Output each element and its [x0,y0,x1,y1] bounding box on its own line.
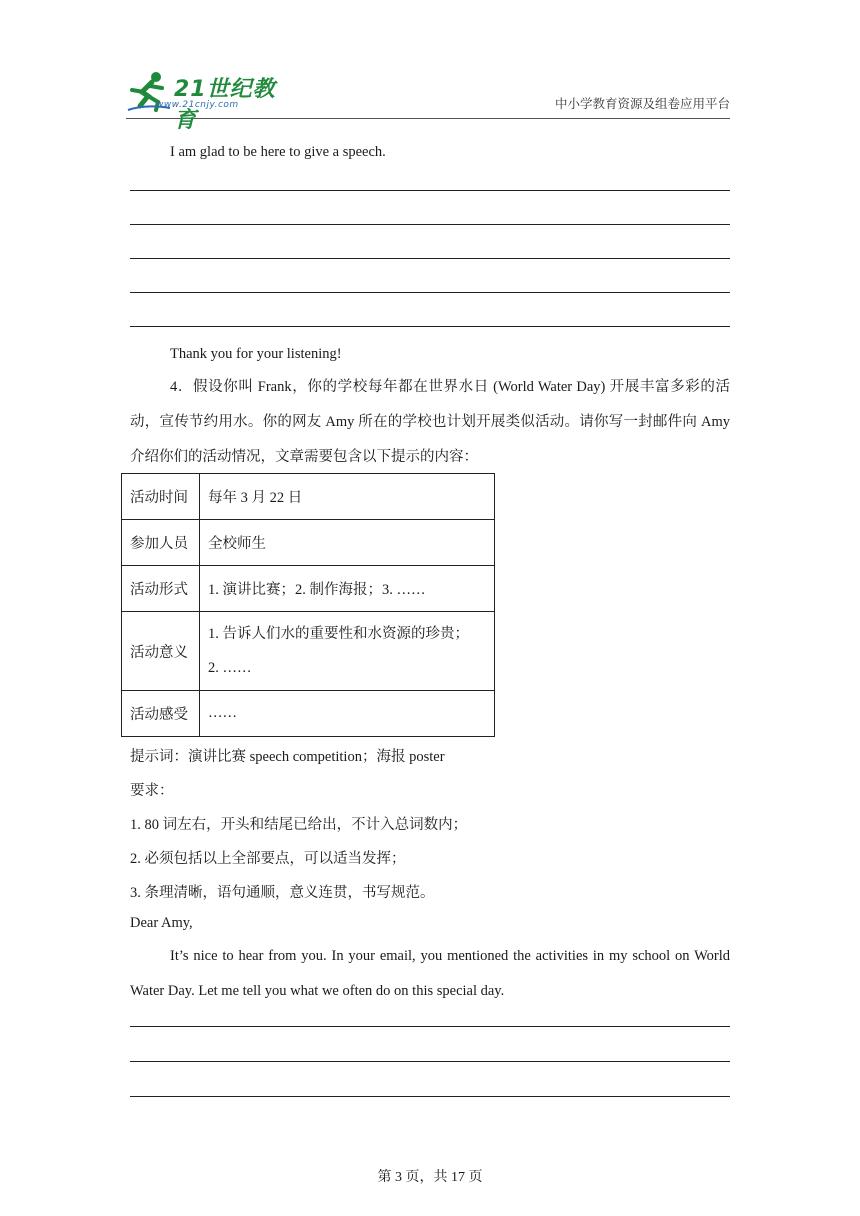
answer-line[interactable] [130,326,730,327]
table-key: 活动时间 [122,474,200,520]
answer-line[interactable] [130,224,730,225]
letter-opening: It’s nice to hear from you. In your email, you mentioned the activities in my school on World Water Day. Let me tell you what we often do on this special day. [130,948,730,999]
answer-line[interactable] [130,1096,730,1097]
table-value: 全校师生 [200,520,495,566]
table-row [122,520,495,566]
table-key: 活动感受 [122,691,200,737]
table-key: 活动意义 [122,612,200,691]
page-number: 第 3 页，共 17 页 [377,1170,483,1185]
table-value: 每年 3 月 22 日 [200,474,495,520]
answer-line[interactable] [130,258,730,259]
requirement-3: 3. 条理清晰，语句通顺，意义连贯，书写规范。 [130,885,435,901]
table-key: 参加人员 [122,520,200,566]
answer-line[interactable] [130,292,730,293]
table-value-line: 1. 告诉人们水的重要性和水资源的珍贵； [208,626,469,642]
page-header [126,66,730,133]
letter-salutation: Dear Amy, [130,915,193,931]
logo-text: 21世纪教育 [174,77,276,133]
answer-line[interactable] [130,190,730,191]
table-row [122,612,495,691]
table-value-line: 2. …… [208,660,252,676]
table-row [122,691,495,737]
logo [126,70,296,133]
table-key: 活动形式 [122,566,200,612]
requirement-1: 1. 80 词左右，开头和结尾已给出，不计入总词数内； [130,817,468,833]
requirements-title: 要求： [130,783,174,799]
table-value [200,612,495,691]
speech-opening: I am glad to be here to give a speech. [170,144,386,160]
answer-line[interactable] [130,1061,730,1062]
activity-table [121,473,495,737]
speech-closing: Thank you for your listening! [170,346,342,362]
logo-url: www.21cnjy.com [156,100,239,110]
question-4-prompt: 4．假设你叫 Frank，你的学校每年都在世界水日 (World Water Day) 开展丰富多彩的活动，宣传节约用水。你的网友 Amy 所在的学校也计划开展类似活动。请你写一封邮件向 Amy 介绍你们的活动情况，文章需要包含以下提示的内容： [130,379,730,465]
answer-line[interactable] [130,1026,730,1027]
requirement-2: 2. 必须包括以上全部要点，可以适当发挥； [130,851,406,867]
table-row [122,566,495,612]
hint-words: 提示词：演讲比赛 speech competition；海报 poster [130,749,445,765]
table-row [122,474,495,520]
platform-name: 中小学教育资源及组卷应用平台 [554,96,730,111]
table-value: …… [200,691,495,737]
table-value: 1. 演讲比赛；2. 制作海报；3. …… [200,566,495,612]
